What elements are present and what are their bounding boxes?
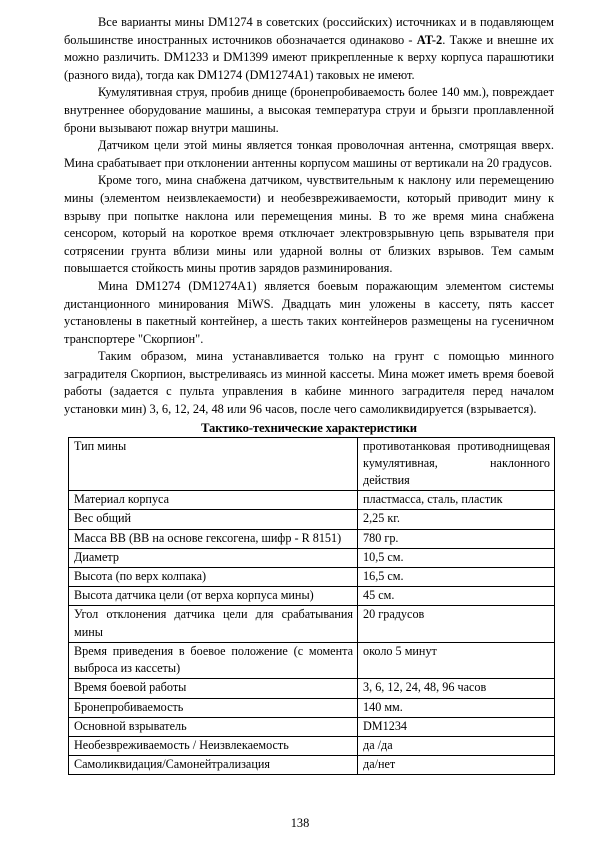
table-row [69, 717, 555, 736]
table-cell-value: 780 гр. [358, 529, 555, 548]
table-cell-value: 2,25 кг. [358, 510, 555, 529]
table-cell-value: 140 мм. [358, 698, 555, 717]
paragraph [64, 84, 554, 137]
table-cell-value: 20 градусов [358, 606, 555, 642]
table-cell-key: Высота датчика цели (от верха корпуса мины) [69, 587, 358, 606]
paragraph [64, 172, 554, 278]
table-row [69, 437, 555, 491]
table-cell-value: противотанковая противоднищевая кумулятивная, наклонного действия [358, 437, 555, 491]
paragraph-text: Кроме того, мина снабжена датчиком, чувствительным к наклону или перемещению мины (элементом неизвлекаемости) и необезвреживаемости, который приводит мину к взрыву при попытке наклона или перемещения мины. В то же время мина снабжена сенсором, который на короткое время отключает электровзрывную цепь взрывателя при сотрясении грунта вблизи мины или ударной волны от близких взрывов. Тем самым повышается стойкость мины против зарядов разминирования. [64, 173, 554, 276]
table-cell-key: Угол отклонения датчика цели для срабатывания мины [69, 606, 358, 642]
table-cell-value: 45 см. [358, 587, 555, 606]
specifications-table [68, 437, 555, 776]
table-cell-key: Основной взрыватель [69, 717, 358, 736]
table-cell-key: Вес общий [69, 510, 358, 529]
table-cell-value: пластмасса, сталь, пластик [358, 491, 555, 510]
paragraph-list [64, 14, 554, 419]
table-row [69, 698, 555, 717]
table-cell-value: да /да [358, 736, 555, 755]
table-cell-key: Диаметр [69, 548, 358, 567]
table-cell-key: Необезвреживаемость / Неизвлекаемость [69, 736, 358, 755]
table-cell-key: Высота (по верх колпака) [69, 568, 358, 587]
table-row [69, 642, 555, 678]
table-row [69, 491, 555, 510]
paragraph-text: Кумулятивная струя, пробив днище (бронепробиваемость более 140 мм.), повреждает внутреннее оборудование машины, а высокая температура струи и брызги проплавленной брони вызывают пожар внутри машины. [64, 85, 554, 135]
table-cell-key: Масса ВВ (ВВ на основе гексогена, шифр - R 8151) [69, 529, 358, 548]
table-row [69, 587, 555, 606]
table-cell-key: Самоликвидация/Самонейтрализация [69, 756, 358, 775]
paragraph-text: Таким образом, мина устанавливается только на грунт с помощью минного заградителя Скорпион, выстреливаясь из минной кассеты. Мина может иметь время боевой работы (задается с пульта управления в кабине минного заградителя перед началом установки мин) 3, 6, 12, 24, 48 или 96 часов, после чего самоликвидируется (взрывается). [64, 349, 554, 417]
paragraph [64, 14, 554, 84]
table-cell-value: да/нет [358, 756, 555, 775]
table-row [69, 510, 555, 529]
paragraph [64, 348, 554, 418]
table-cell-value: DM1234 [358, 717, 555, 736]
table-caption: Тактико-технические характеристики [201, 420, 417, 435]
specifications-table-body [69, 437, 555, 775]
table-cell-value: 3, 6, 12, 24, 48, 96 часов [358, 679, 555, 698]
table-cell-value: 16,5 см. [358, 568, 555, 587]
paragraph-text: Мина DM1274 (DM1274A1) является боевым поражающим элементом системы дистанционного минирования MiWS. Двадцать мин уложены в кассету, пять кассет установлены в пакетный контейнер, а шесть таких контейнеров размещены на гусеничном транспортере "Скорпион". [64, 278, 554, 346]
body-text-block [64, 14, 554, 419]
paragraph-text: . Также и внешне их можно различить. DM1233 и DM1399 имеют прикрепленные к верху корпуса парашютики (разного вида), тогда как DM1274 (DM1274A1) таковых не имеют. [64, 32, 554, 82]
paragraph-text: Все варианты мины DM1274 в советских (российских) источниках и в подавляющем большинстве иностранных источников обозначается одинаково - [64, 15, 554, 47]
table-row [69, 568, 555, 587]
table-row [69, 679, 555, 698]
paragraph [64, 278, 554, 348]
table-cell-key: Тип мины [69, 437, 358, 491]
table-row [69, 529, 555, 548]
table-row [69, 548, 555, 567]
table-row [69, 606, 555, 642]
table-row [69, 756, 555, 775]
table-cell-value: 10,5 см. [358, 548, 555, 567]
page-number: 138 [290, 816, 310, 830]
paragraph [64, 137, 554, 172]
paragraph-text: Датчиком цели этой мины является тонкая проволочная антенна, смотрящая вверх. Мина срабатывает при отклонении антенны корпусом машины от вертикали на 20 градусов. [64, 138, 554, 170]
table-row [69, 736, 555, 755]
table-cell-key: Материал корпуса [69, 491, 358, 510]
table-cell-value: около 5 минут [358, 642, 555, 678]
emphasis-text: AT-2 [416, 32, 443, 47]
table-cell-key: Время приведения в боевое положение (с момента выброса из кассеты) [69, 642, 358, 678]
table-cell-key: Время боевой работы [69, 679, 358, 698]
table-cell-key: Бронепробиваемость [69, 698, 358, 717]
